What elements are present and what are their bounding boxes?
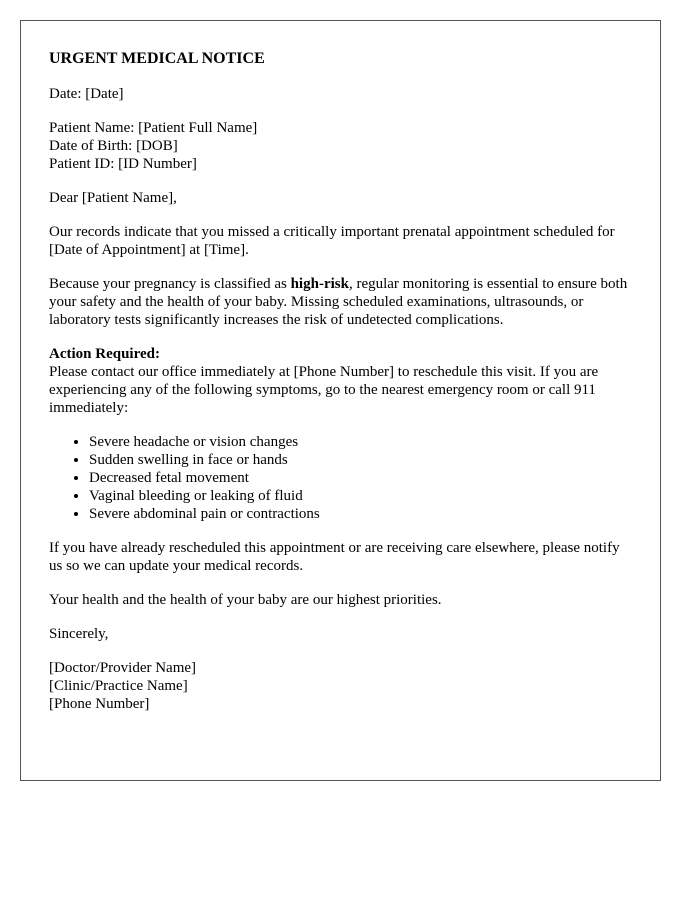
symptom-item: • Vaginal bleeding or leaking of fluid <box>89 487 632 505</box>
para2-post: , regular monitoring is essential to ensure both your safety and the health of your baby. Missing scheduled examinations, ultrasounds, or laboratory tests significantly increases the risk of undetected complications. <box>49 276 628 328</box>
closing: Sincerely, <box>49 626 109 642</box>
signature-block <box>49 659 632 713</box>
high-risk-label: high-risk <box>290 276 349 292</box>
rescheduled-paragraph: If you have already rescheduled this appointment or are receiving care elsewhere, please notify us so we can update your medical records. <box>49 540 620 574</box>
date-of-birth: Date of Birth: [DOB] <box>49 138 178 154</box>
salutation: Dear [Patient Name], <box>49 190 177 206</box>
date-line: Date: [Date] <box>49 86 124 102</box>
symptom-item: • Decreased fetal movement <box>89 469 632 487</box>
doctor-name: [Doctor/Provider Name] <box>49 660 197 676</box>
clinic-name: [Clinic/Practice Name] <box>49 678 188 694</box>
symptom-list <box>49 433 632 523</box>
priorities-paragraph: Your health and the health of your baby are our highest priorities. <box>49 592 442 608</box>
action-text: Please contact our office immediately at [Phone Number] to reschedule this visit. If you are experiencing any of the following symptoms, go to the nearest emergency room or call 911 immediately: <box>49 364 599 416</box>
symptom-item: • Severe abdominal pain or contractions <box>89 505 632 523</box>
notice-title: URGENT MEDICAL NOTICE <box>49 50 265 67</box>
patient-id: Patient ID: [ID Number] <box>49 156 197 172</box>
action-heading: Action Required: <box>49 346 160 362</box>
action-section <box>49 345 632 417</box>
para2-pre: Because your pregnancy is classified as <box>49 276 291 292</box>
missed-appointment-paragraph: Our records indicate that you missed a critically important prenatal appointment scheduled for [Date of Appointment] at [Time]. <box>49 224 615 258</box>
patient-name: Patient Name: [Patient Full Name] <box>49 120 258 136</box>
symptom-item: • Sudden swelling in face or hands <box>89 451 632 469</box>
patient-info <box>49 119 632 173</box>
letter <box>20 20 661 781</box>
clinic-phone: [Phone Number] <box>49 696 150 712</box>
symptom-item: • Severe headache or vision changes <box>89 433 632 451</box>
high-risk-paragraph <box>49 275 632 329</box>
